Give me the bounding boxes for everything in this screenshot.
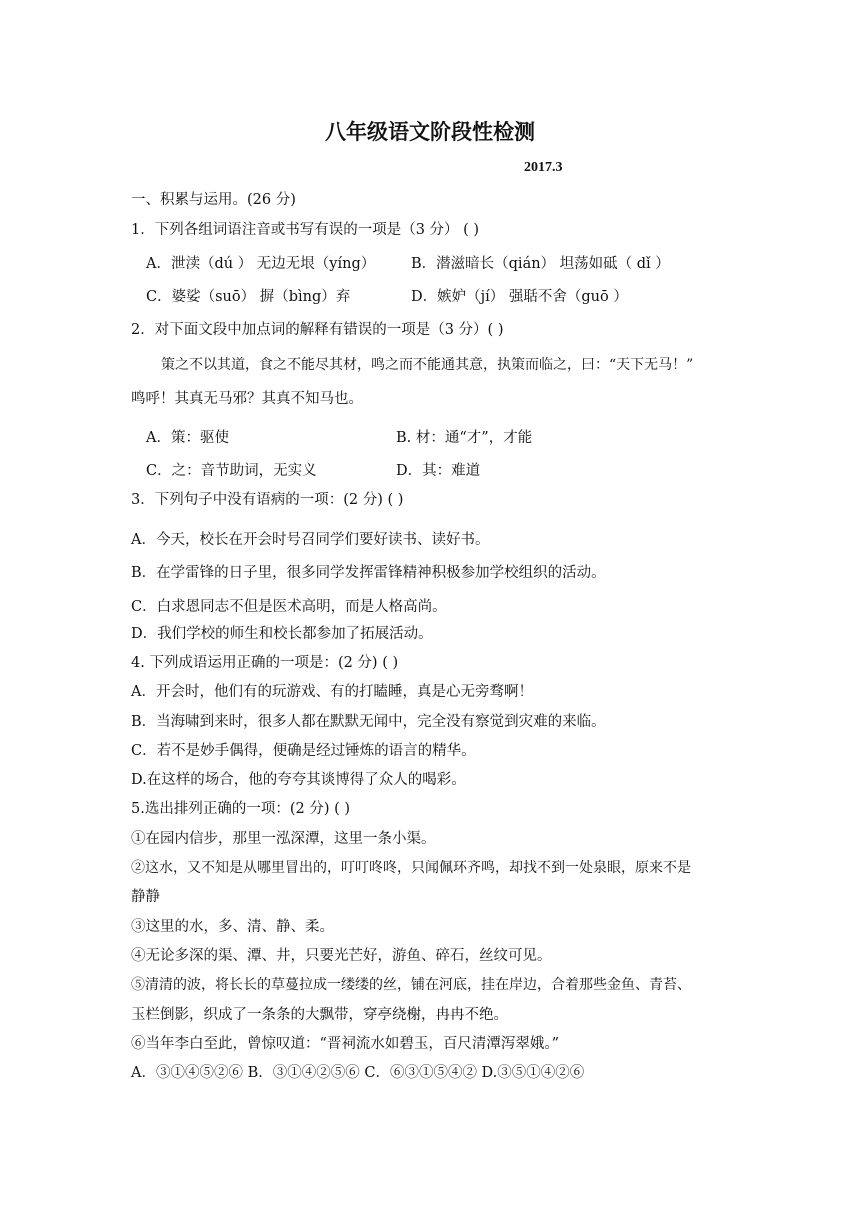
q5-sentence-1: ①在园内信步，那里一泓深潭，这里一条小渠。	[131, 831, 436, 847]
q2-option-d: D．其：难道	[396, 463, 481, 479]
q5-sentence-2: ②这水，又不知是从哪里冒出的，叮叮咚咚，只闻佩环齐鸣，却找不到一处泉眼，原来不是	[131, 860, 691, 876]
q2-option-c: C．之：音节助词，无实义	[146, 463, 317, 479]
q5-sentence-6: ⑥当年李白至此，曾惊叹道：“晋祠流水如碧玉，百尺清潭泻翠娥。”	[131, 1036, 560, 1052]
q4-option-b: B．当海啸到来时，很多人都在默默无闻中，完全没有察觉到灾难的来临。	[131, 714, 606, 730]
q2-option-b: B. 材：通“才”，才能	[396, 430, 533, 446]
q4-option-a: A．开会时，他们有的玩游戏、有的打瞌睡，真是心无旁骛啊！	[131, 684, 533, 700]
q1-option-a: A．泄渎（dú ） 无边无垠（yíng）	[146, 256, 376, 272]
q1-option-c: C．婆娑（suō） 摒（bìng）弃	[146, 289, 351, 305]
q5-sentence-5-cont: 玉栏倒影，织成了一条条的大飘带，穿亭绕榭，冉冉不绝。	[131, 1007, 508, 1023]
q5-sentence-2-cont: 静静	[131, 889, 160, 905]
q5-stem: 5.选出排列正确的一项：(2 分) ( )	[131, 801, 351, 817]
q5-sentence-4: ④无论多深的渠、潭、井，只要光芒好，游鱼、碎石，丝纹可见。	[131, 948, 552, 964]
q3-option-b: B．在学雷锋的日子里，很多同学发挥雷锋精神积极参加学校组织的活动。	[131, 565, 606, 581]
q5-sentence-3: ③这里的水，多、清、静、柔。	[131, 919, 334, 935]
q2-stem: 2．对下面文段中加点词的解释有错误的一项是（3 分）( )	[131, 322, 504, 338]
q5-options: A．③①④⑤②⑥ B．③①④②⑤⑥ C．⑥③①⑤④② D.③⑤①④②⑥	[131, 1065, 585, 1081]
section-heading: 一、积累与运用。(26 分)	[131, 192, 296, 208]
q3-option-a: A．今天，校长在开会时号召同学们要好读书、读好书。	[131, 532, 490, 548]
q4-stem: 4. 下列成语运用正确的一项是：(2 分) ( )	[131, 655, 399, 671]
q4-option-d: D.在这样的场合，他的夸夸其谈博得了众人的喝彩。	[131, 772, 466, 788]
q3-option-d: D．我们学校的师生和校长都参加了拓展活动。	[131, 626, 433, 642]
q1-option-b: B．潜滋暗长（qián） 坦荡如砥（ dǐ ）	[411, 256, 670, 272]
document-title: 八年级语文阶段性检测	[325, 120, 535, 144]
q3-option-c: C．白求恩同志不但是医术高明，而是人格高尚。	[131, 599, 447, 615]
document-date: 2017.3	[524, 160, 563, 175]
q3-stem: 3．下列句子中没有语病的一项：(2 分) ( )	[131, 492, 404, 508]
q1-stem: 1．下列各组词语注音或书写有误的一项是（3 分） ( )	[131, 222, 480, 238]
q4-option-c: C．若不是妙手偶得，便确是经过锤炼的语言的精华。	[131, 743, 476, 759]
q5-sentence-5: ⑤清清的波，将长长的草蔓拉成一缕缕的丝，铺在河底，挂在岸边，合着那些金鱼、青苔、	[131, 977, 691, 993]
q2-option-a: A．策：驱使	[146, 430, 229, 446]
q2-passage-line1: 策之不以其道，食之不能尽其材，鸣之而不能通其意，执策而临之，曰：“天下无马！”	[161, 357, 694, 373]
q2-passage-line2: 鸣呼！其真无马邪？其真不知马也。	[131, 391, 363, 407]
q1-option-d: D．嫉妒（jí） 强聒不舍（guō ）	[411, 289, 628, 305]
